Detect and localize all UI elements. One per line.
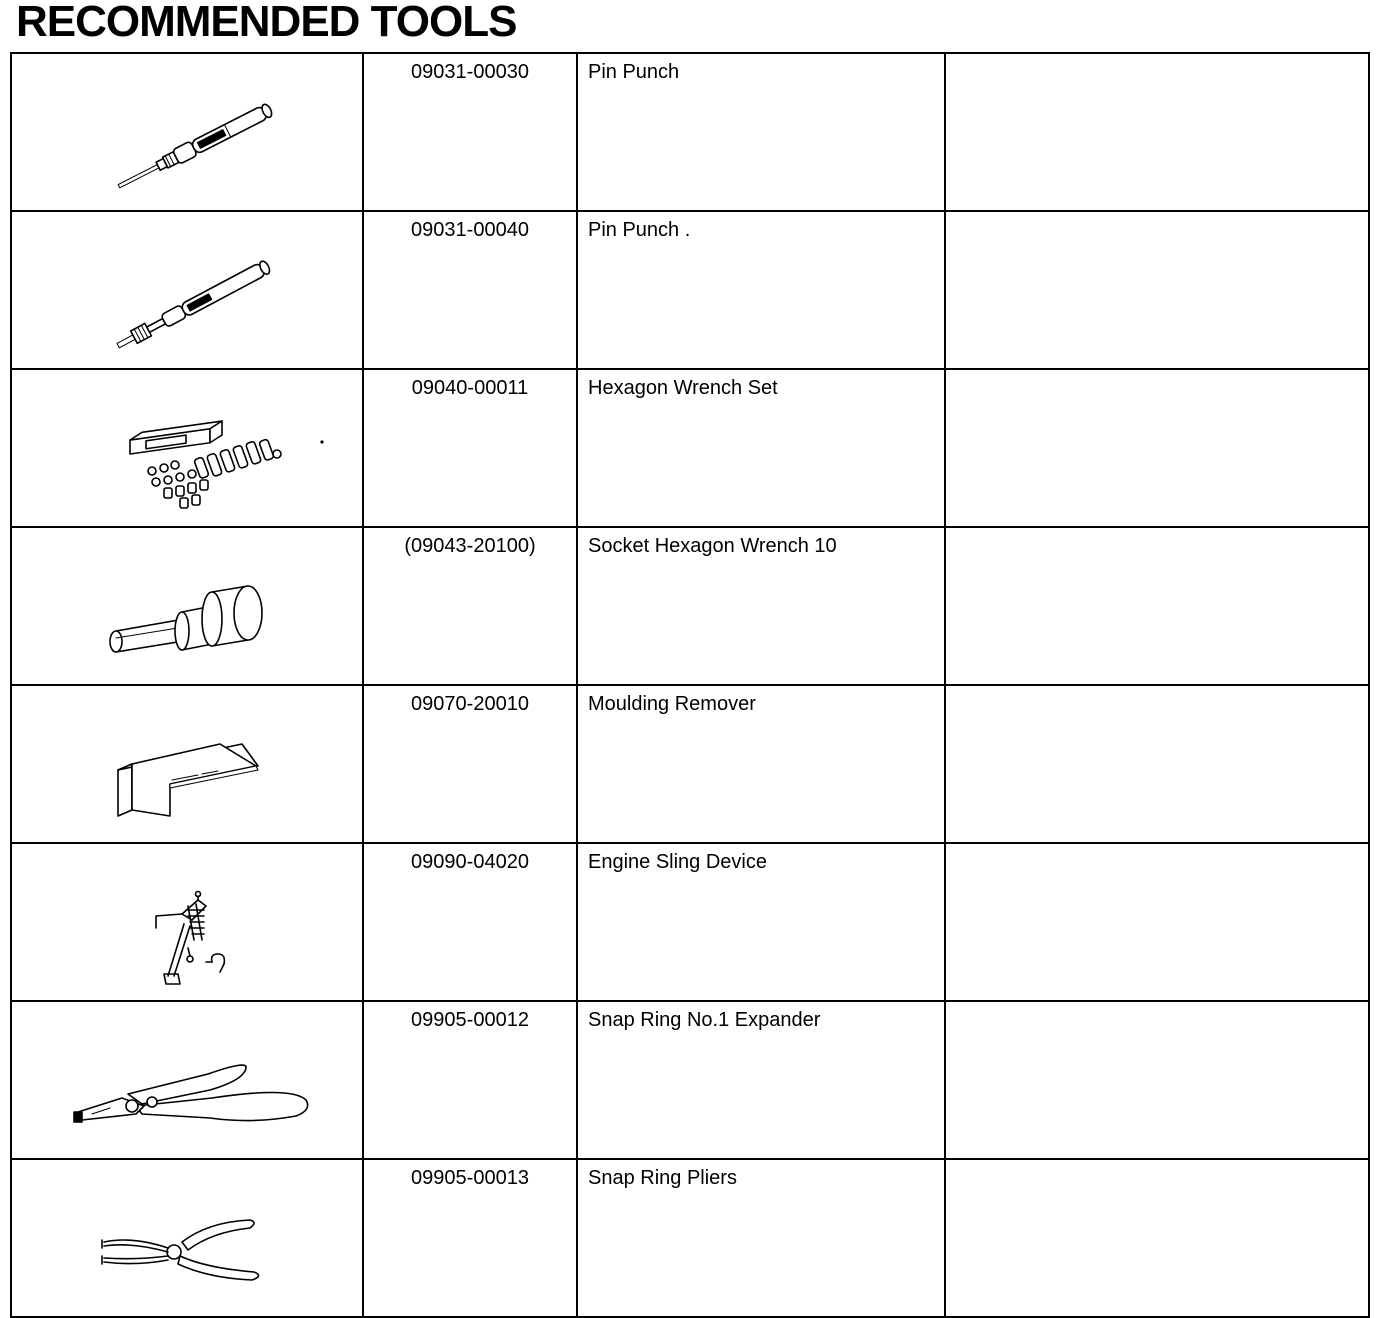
note-cell bbox=[945, 685, 1369, 843]
part-number: 09090-04020 bbox=[411, 851, 529, 873]
part-number-cell bbox=[363, 843, 577, 1001]
tool-name: Pin Punch bbox=[588, 61, 680, 83]
illustration-cell bbox=[11, 843, 363, 1001]
tool-name-cell bbox=[577, 1001, 945, 1159]
pin-punch-illustration bbox=[12, 54, 364, 204]
note-cell bbox=[945, 211, 1369, 369]
table-row bbox=[11, 527, 1369, 685]
table-row bbox=[11, 685, 1369, 843]
tool-name: Socket Hexagon Wrench 10 bbox=[588, 535, 837, 557]
part-number: 09040-00011 bbox=[411, 377, 529, 399]
illustration-cell bbox=[11, 369, 363, 527]
note-cell bbox=[945, 1001, 1369, 1159]
illustration-cell bbox=[11, 1159, 363, 1317]
tool-name-cell bbox=[577, 53, 945, 211]
tool-name: Snap Ring No.1 Expander bbox=[588, 1009, 821, 1031]
table-row bbox=[11, 1159, 1369, 1317]
table-row bbox=[11, 369, 1369, 527]
part-number-cell bbox=[363, 1159, 577, 1317]
note-cell bbox=[945, 527, 1369, 685]
part-number: 09905-00013 bbox=[411, 1167, 529, 1189]
table-row bbox=[11, 211, 1369, 369]
part-number-cell bbox=[363, 211, 577, 369]
part-number: 09031-00030 bbox=[411, 61, 529, 83]
table-row bbox=[11, 843, 1369, 1001]
part-number-cell bbox=[363, 685, 577, 843]
tool-name: Moulding Remover bbox=[588, 693, 756, 715]
part-number: 09905-00012 bbox=[411, 1009, 529, 1031]
illustration-cell bbox=[11, 53, 363, 211]
illustration-cell bbox=[11, 211, 363, 369]
note-cell bbox=[945, 53, 1369, 211]
snap-ring-pliers-illustration bbox=[12, 1160, 364, 1310]
part-number: 09070-20010 bbox=[411, 693, 529, 715]
tool-name: Snap Ring Pliers bbox=[588, 1167, 737, 1189]
tool-name: Pin Punch . bbox=[588, 219, 691, 241]
engine-sling-device-illustration bbox=[12, 844, 364, 994]
tool-name: Engine Sling Device bbox=[588, 851, 767, 873]
table-row bbox=[11, 53, 1369, 211]
page-title: RECOMMENDED TOOLS bbox=[16, 0, 517, 46]
part-number-cell bbox=[363, 1001, 577, 1159]
tool-name-cell bbox=[577, 843, 945, 1001]
illustration-cell bbox=[11, 685, 363, 843]
part-number: (09043-20100) bbox=[404, 535, 536, 557]
hexagon-wrench-set-illustration bbox=[12, 370, 364, 520]
part-number: 09031-00040 bbox=[411, 219, 529, 241]
recommended-tools-table bbox=[10, 52, 1370, 1318]
note-cell bbox=[945, 369, 1369, 527]
part-number-cell bbox=[363, 527, 577, 685]
note-cell bbox=[945, 1159, 1369, 1317]
snap-ring-expander-illustration bbox=[12, 1002, 364, 1152]
part-number-cell bbox=[363, 369, 577, 527]
tool-name-cell bbox=[577, 685, 945, 843]
part-number-cell bbox=[363, 53, 577, 211]
moulding-remover-illustration bbox=[12, 686, 364, 836]
tool-name-cell bbox=[577, 1159, 945, 1317]
tool-name-cell bbox=[577, 211, 945, 369]
pin-punch-illustration bbox=[12, 212, 364, 362]
tool-name-cell bbox=[577, 527, 945, 685]
tool-name-cell bbox=[577, 369, 945, 527]
illustration-cell bbox=[11, 1001, 363, 1159]
table-row bbox=[11, 1001, 1369, 1159]
tool-name: Hexagon Wrench Set bbox=[588, 377, 778, 399]
illustration-cell bbox=[11, 527, 363, 685]
socket-hexagon-wrench-illustration bbox=[12, 528, 364, 678]
note-cell bbox=[945, 843, 1369, 1001]
